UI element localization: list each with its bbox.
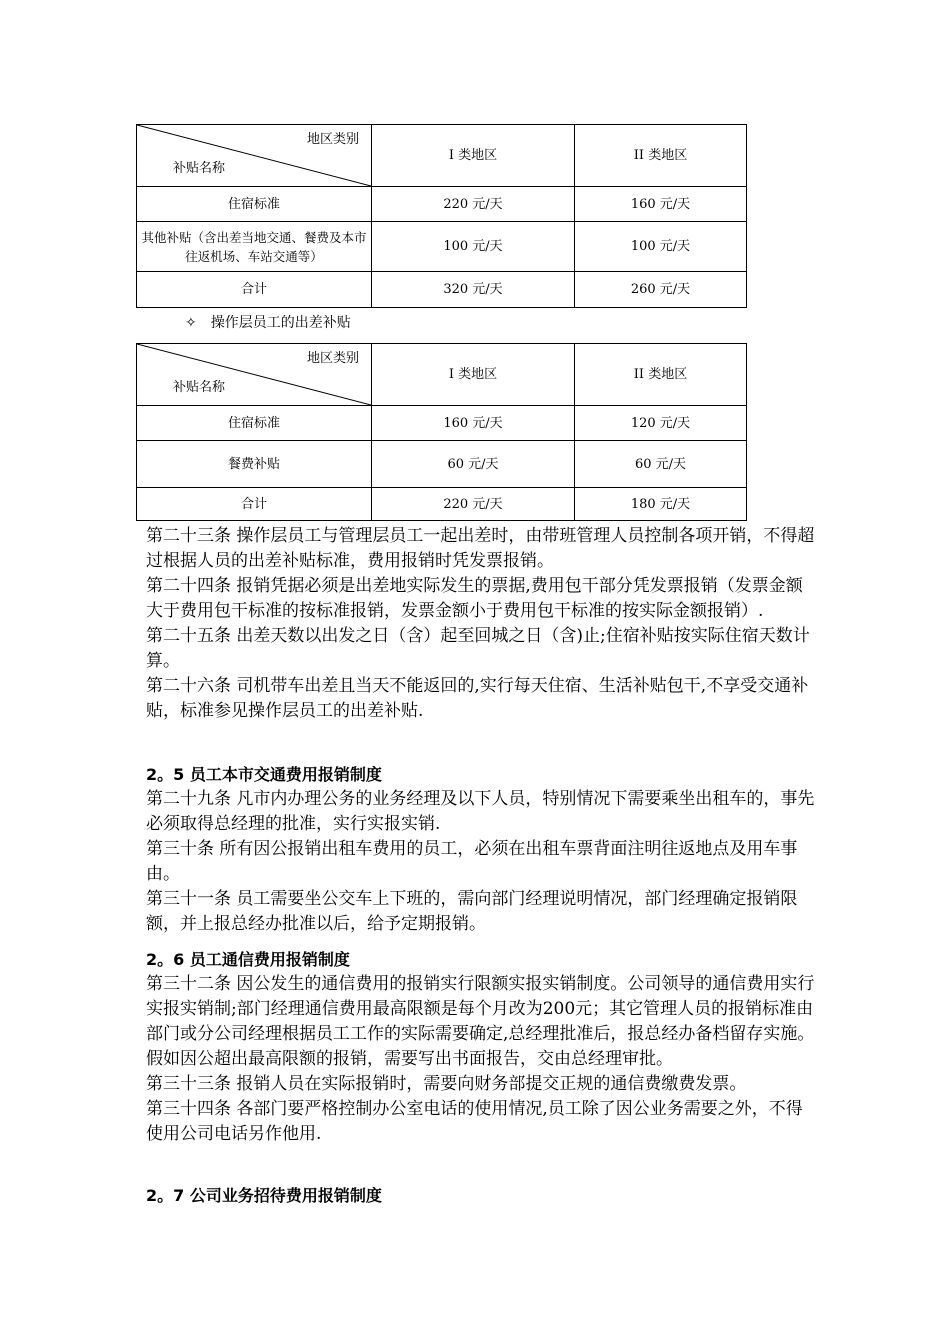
article-31: 第三十一条 员工需要坐公交车上下班的，需向部门经理说明情况，部门经理确定报销限额，并上报总经办批准以后，给予定期报销。 (146, 889, 798, 934)
header-region-2: II 类地区 (575, 125, 747, 187)
row-value: 100 元/天 (575, 222, 747, 272)
row-name: 餐费补贴 (137, 441, 372, 488)
section-2-5-title: 2。5 员工本市交通费用报销制度 (146, 765, 382, 784)
row-value: 180 元/天 (575, 488, 747, 521)
section-2-7 (146, 1183, 818, 1208)
article-32: 第三十二条 因公发生的通信费用的报销实行限额实报实销制度。公司领导的通信费用实行实报实销制;部门经理通信费用最高限额是每个月改为200元；其它管理人员的报销标准由部门或分公司经理根据员工工作的实际需要确定,总经理批准后，报总经办备档留存实施。假如因公超出最高限额的报销，需要写出书面报告，交由总经理审批。 (146, 974, 815, 1069)
diagonal-header-cell (137, 344, 372, 406)
article-33: 第三十三条 报销人员在实际报销时，需要向财务部提交正规的通信费缴费发票。 (146, 1074, 747, 1094)
subsidy-table-management (136, 124, 747, 308)
header-subsidy-name: 补贴名称 (173, 380, 226, 395)
row-name: 其他补贴（含出差当地交通、餐费及本市往返机场、车站交通等） (137, 222, 372, 272)
row-name: 住宿标准 (137, 187, 372, 222)
header-region-1: I 类地区 (372, 344, 575, 406)
row-value: 220 元/天 (372, 488, 575, 521)
subheading-text: 操作层员工的出差补贴 (210, 315, 351, 331)
row-value: 60 元/天 (575, 441, 747, 488)
row-value: 260 元/天 (575, 272, 747, 308)
header-region-type: 地区类别 (306, 132, 359, 147)
diamond-icon: ✧ (185, 315, 197, 331)
article-26: 第二十六条 司机带车出差且当天不能返回的,实行每天住宿、生活补贴包干,不享受交通补贴，标准参见操作层员工的出差补贴. (146, 676, 809, 721)
diagonal-header-cell (137, 125, 372, 187)
subheading (185, 312, 351, 332)
row-value: 100 元/天 (372, 222, 575, 272)
row-value: 320 元/天 (372, 272, 575, 308)
article-25: 第二十五条 出差天数以出发之日（含）起至回城之日（含)止;住宿补贴按实际住宿天数计算。 (146, 626, 810, 671)
article-23: 第二十三条 操作层员工与管理层员工一起出差时，由带班管理人员控制各项开销，不得超过根据人员的出差补贴标准，费用报销时凭发票报销。 (146, 526, 815, 571)
article-24: 第二十四条 报销凭据必须是出差地实际发生的票据,费用包干部分凭发票报销（发票金额大于费用包干标准的按标准报销，发票金额小于费用包干标准的按实际金额报销）. (146, 576, 803, 621)
subsidy-table-operations (136, 343, 747, 521)
row-name: 合计 (137, 272, 372, 308)
section-2-6 (146, 947, 818, 1147)
article-30: 第三十条 所有因公报销出租车费用的员工，必须在出租车票背面注明往返地点及用车事由。 (146, 839, 798, 884)
articles-block (146, 524, 818, 724)
row-value: 220 元/天 (372, 187, 575, 222)
header-region-1: I 类地区 (372, 125, 575, 187)
header-subsidy-name: 补贴名称 (173, 161, 226, 176)
section-2-7-title: 2。7 公司业务招待费用报销制度 (146, 1186, 382, 1205)
section-2-6-title: 2。6 员工通信费用报销制度 (146, 950, 350, 969)
article-34: 第三十四条 各部门要严格控制办公室电话的使用情况,员工除了因公业务需要之外，不得使用公司电话另作他用. (146, 1099, 803, 1144)
row-value: 160 元/天 (575, 187, 747, 222)
header-region-type: 地区类别 (306, 351, 359, 366)
article-29: 第二十九条 凡市内办理公务的业务经理及以下人员，特别情况下需要乘坐出租车的，事先必须取得总经理的批准，实行实报实销. (146, 789, 815, 834)
section-2-5 (146, 762, 818, 937)
header-region-2: II 类地区 (575, 344, 747, 406)
row-value: 60 元/天 (372, 441, 575, 488)
row-name: 住宿标准 (137, 406, 372, 441)
row-name: 合计 (137, 488, 372, 521)
row-value: 120 元/天 (575, 406, 747, 441)
row-value: 160 元/天 (372, 406, 575, 441)
